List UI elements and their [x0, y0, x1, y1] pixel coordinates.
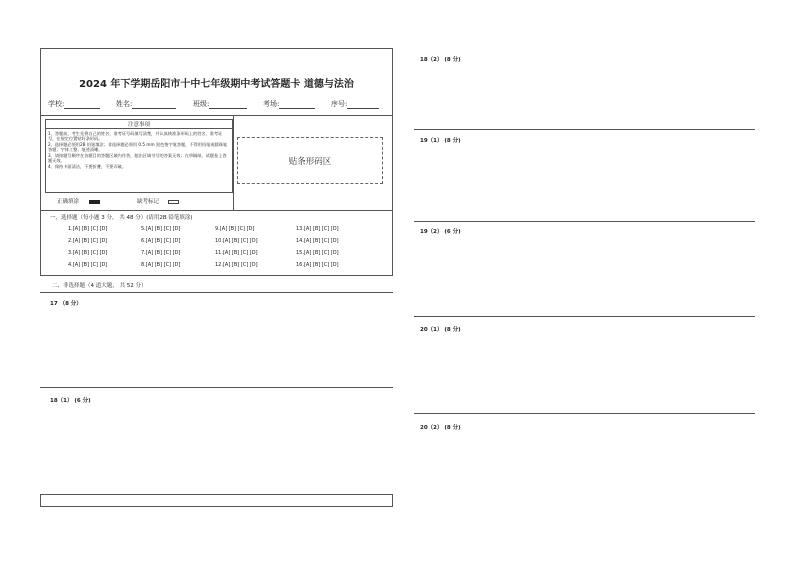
notice-item: 1、答题前，考生先将自己的姓名、准考证号码填写清楚，并认真核准条形码上的姓名、准考证号，在规定位置贴好条形码。: [48, 131, 223, 142]
divider: [40, 387, 393, 388]
question-20-2-label: 20（2） (8 分): [420, 425, 461, 431]
answer-area-18-1[interactable]: [40, 404, 393, 492]
divider: [414, 413, 755, 414]
choice-question-1[interactable]: 1.[A] [B] [C] [D]: [68, 226, 108, 232]
choice-question-13[interactable]: 13.[A] [B] [C] [D]: [296, 226, 339, 232]
nonchoice-section-title: 二、非选择题（4 道大题， 共 52 分）: [52, 283, 147, 289]
choice-question-15[interactable]: 15.[A] [B] [C] [D]: [296, 250, 339, 256]
choice-question-6[interactable]: 6.[A] [B] [C] [D]: [141, 238, 181, 244]
question-20-1-label: 20（1） (8 分): [420, 327, 461, 333]
class-field[interactable]: 班级:: [193, 99, 247, 109]
notice-title: 注意事项: [127, 122, 150, 128]
answer-area-19-2[interactable]: [414, 235, 755, 315]
name-field[interactable]: 姓名:: [116, 99, 176, 109]
answer-area-20-2[interactable]: [414, 431, 755, 511]
notice-list: [48, 131, 230, 169]
footer-box: [40, 494, 393, 507]
choice-question-11[interactable]: 11.[A] [B] [C] [D]: [215, 250, 258, 256]
question-19-1-label: 19（1） (8 分): [420, 138, 461, 144]
exam-room-field[interactable]: 考场:: [263, 99, 315, 109]
school-field[interactable]: 学校:: [48, 99, 100, 109]
choice-question-16[interactable]: 16.[A] [B] [C] [D]: [296, 262, 339, 268]
correct-fill-legend: 正确填涂: [57, 197, 100, 205]
exam-title: 2024 年下学期岳阳市十中七年级期中考试答题卡 道德与法治: [79, 79, 354, 90]
notice-item: 2、选择题必须用2B 铅笔填涂；非选择题必须用 0.5 mm 黑色签字笔答题，不得用铅笔或圆珠笔答题；字体工整、笔迹清晰。: [48, 141, 228, 153]
choice-question-5[interactable]: 5.[A] [B] [C] [D]: [141, 226, 181, 232]
choice-question-7[interactable]: 7.[A] [B] [C] [D]: [141, 250, 181, 256]
question-18-1-label: 18（1） (6 分): [50, 398, 91, 404]
choice-section-title: 一、选择题（每小题 3 分， 共 48 分）(请用2B 铅笔填涂): [50, 215, 193, 221]
divider: [40, 210, 393, 211]
divider: [414, 221, 755, 222]
choice-question-2[interactable]: 2.[A] [B] [C] [D]: [68, 238, 108, 244]
question-18-2-label: 18（2） (8 分): [420, 57, 461, 63]
answer-area-20-1[interactable]: [414, 333, 755, 411]
choice-question-9[interactable]: 9.[A] [B] [C] [D]: [215, 226, 255, 232]
divider: [233, 115, 234, 210]
notice-item: 4、保持卡面清洁，不要折叠，不要弄破。: [48, 163, 127, 169]
answer-area-19-1[interactable]: [414, 144, 755, 220]
answer-area-17[interactable]: [40, 306, 393, 386]
divider: [40, 292, 393, 293]
choice-question-14[interactable]: 14.[A] [B] [C] [D]: [296, 238, 339, 244]
filled-mark-icon: [89, 200, 100, 204]
absent-checkbox[interactable]: [168, 200, 179, 204]
choice-question-3[interactable]: 3.[A] [B] [C] [D]: [68, 250, 108, 256]
choice-question-10[interactable]: 10.[A] [B] [C] [D]: [215, 238, 258, 244]
answer-area-18-2[interactable]: [414, 62, 755, 128]
question-19-2-label: 19（2） (6 分): [420, 229, 461, 235]
choice-question-8[interactable]: 8.[A] [B] [C] [D]: [141, 262, 181, 268]
divider: [40, 115, 393, 116]
barcode-area: 贴条形码区: [237, 137, 383, 184]
divider: [414, 129, 755, 130]
divider: [45, 128, 233, 129]
question-17-label: 17 （8 分）: [50, 301, 82, 307]
seat-number-field[interactable]: 序号:: [331, 99, 379, 109]
divider: [414, 316, 755, 317]
absent-mark-legend: 缺考标记: [137, 197, 179, 205]
notice-item: 3、请按题号顺序在各题目的答题区域内作答，超出区域书写的答案无效；在草稿纸、试题卷上答题无效。: [48, 152, 227, 164]
choice-question-12[interactable]: 12.[A] [B] [C] [D]: [215, 262, 258, 268]
choice-question-4[interactable]: 4.[A] [B] [C] [D]: [68, 262, 108, 268]
